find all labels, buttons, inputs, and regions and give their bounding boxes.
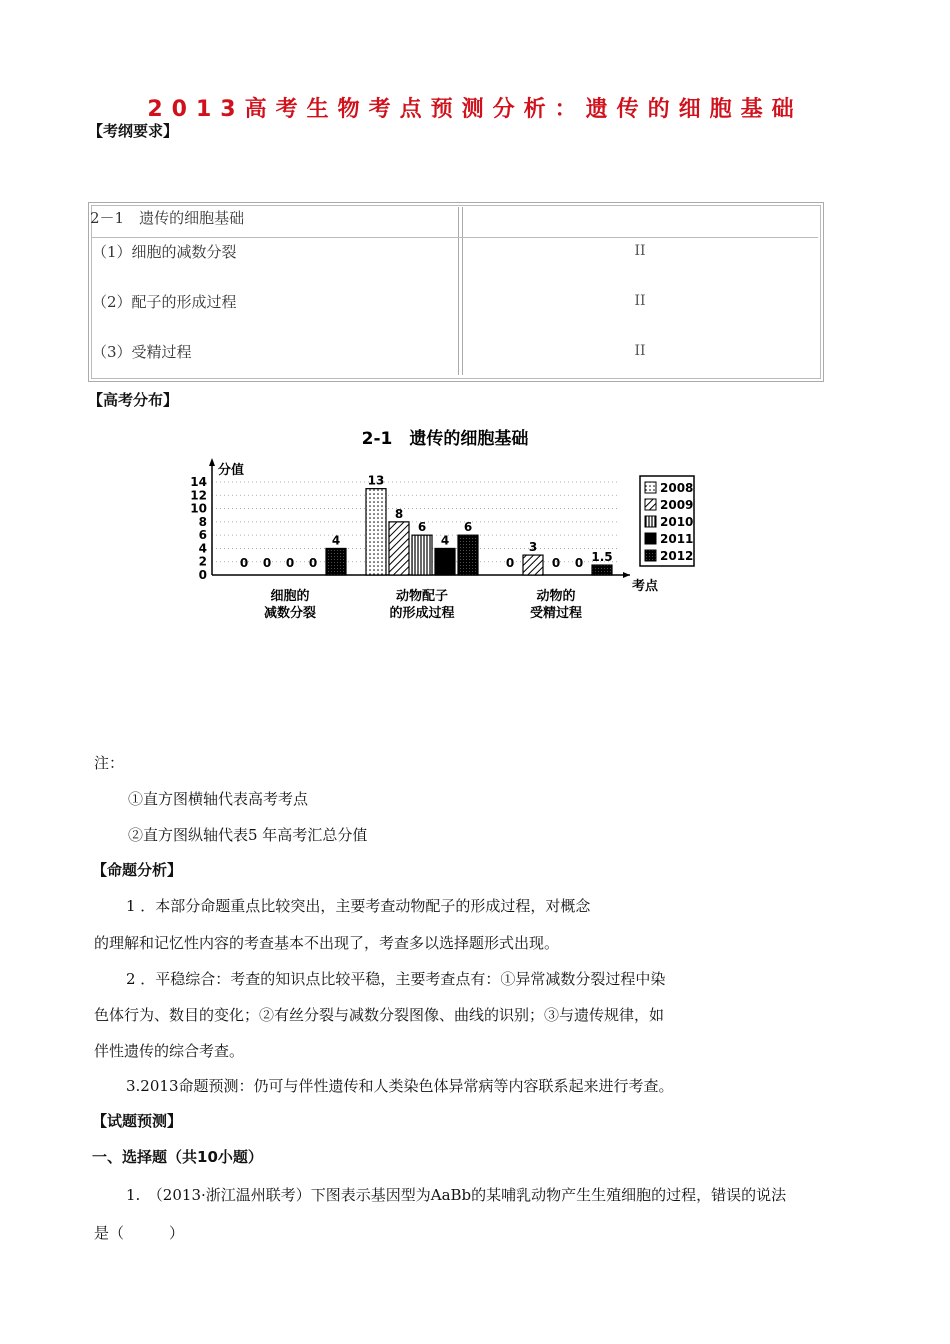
analysis-line: 2 ．平稳综合：考查的知识点比较平稳，主要考查点有：①异常减数分裂过程中染 bbox=[126, 970, 666, 988]
bar-value-label: 0 bbox=[285, 556, 295, 570]
x-axis-label: 考点 bbox=[632, 579, 659, 594]
y-axis-label: 分值 bbox=[218, 463, 245, 478]
table-header-line bbox=[92, 237, 818, 238]
bar bbox=[435, 548, 455, 575]
y-tick-label: 12 bbox=[190, 488, 207, 503]
legend-entry: 2009 bbox=[660, 498, 694, 512]
y-tick-label: 8 bbox=[198, 514, 207, 529]
bar-value-label: 6 bbox=[417, 520, 427, 535]
y-axis-arrow bbox=[209, 458, 215, 466]
y-tick-label: 4 bbox=[198, 541, 207, 556]
bar-value-label: 0 bbox=[505, 556, 515, 570]
legend-swatch bbox=[645, 499, 656, 510]
table-header: 2－1 遗传的细胞基础 bbox=[90, 209, 245, 227]
bar bbox=[326, 548, 346, 575]
table-row-level: II bbox=[634, 243, 646, 259]
table-divider bbox=[458, 207, 463, 375]
analysis-line: 1 ．本部分命题重点比较突出，主要考查动物配子的形成过程，对概念 bbox=[126, 897, 591, 915]
category-label: 动物的 bbox=[536, 589, 576, 604]
section-analysis: 【命题分析】 bbox=[92, 861, 183, 879]
bar bbox=[412, 535, 432, 575]
chart-title: 2-1 遗传的细胞基础 bbox=[361, 429, 529, 449]
bar bbox=[523, 555, 543, 575]
category-label: 减数分裂 bbox=[263, 606, 317, 621]
table-row-level: II bbox=[634, 343, 646, 359]
y-tick-label: 6 bbox=[198, 528, 207, 543]
table-row-item: （2）配子的形成过程 bbox=[92, 293, 237, 311]
question-1-text: 1. （2013·浙江温州联考）下图表示基因型为AaBb的某哺乳动物产生生殖细胞的过程，错误的说法 bbox=[126, 1186, 787, 1204]
legend-swatch bbox=[645, 516, 656, 527]
legend-swatch bbox=[645, 550, 656, 561]
section-distribution: 【高考分布】 bbox=[88, 391, 179, 409]
legend-entry: 2010 bbox=[660, 515, 694, 529]
bar-value-label: 8 bbox=[394, 506, 404, 521]
chart-legend bbox=[640, 476, 694, 566]
bar-value-label: 0 bbox=[239, 556, 249, 570]
legend-swatch bbox=[645, 533, 656, 544]
legend-entry: 2012 bbox=[660, 549, 694, 563]
question-1-text-cont: 是（ ） bbox=[94, 1224, 185, 1242]
section-prediction: 【试题预测】 bbox=[92, 1112, 183, 1130]
category-label: 受精过程 bbox=[529, 606, 583, 621]
bar bbox=[389, 522, 409, 575]
bar bbox=[592, 565, 612, 575]
x-axis-arrow bbox=[623, 572, 630, 578]
bar-value-label: 3 bbox=[528, 540, 538, 555]
bar-value-label: 6 bbox=[463, 520, 473, 535]
category-label: 动物配子 bbox=[395, 589, 449, 604]
score-bar-chart bbox=[180, 420, 710, 625]
notes-label: 注： bbox=[94, 754, 125, 772]
table-row-level: II bbox=[634, 293, 646, 309]
y-tick-label: 2 bbox=[198, 554, 207, 569]
table-row-item: （3）受精过程 bbox=[92, 343, 192, 361]
category-label: 的形成过程 bbox=[389, 606, 455, 621]
legend-entry: 2011 bbox=[660, 532, 694, 546]
table-row-item: （1）细胞的减数分裂 bbox=[92, 243, 237, 261]
chart-bars bbox=[240, 474, 613, 575]
analysis-line: 的理解和记忆性内容的考查基本不出现了，考查多以选择题形式出现。 bbox=[94, 934, 560, 952]
analysis-line: 伴性遗传的综合考查。 bbox=[94, 1042, 245, 1060]
bar bbox=[458, 535, 478, 575]
bar-value-label: 0 bbox=[551, 556, 561, 570]
bar-value-label: 4 bbox=[440, 533, 450, 548]
y-tick-label: 0 bbox=[198, 568, 207, 582]
y-tick-label: 14 bbox=[190, 475, 207, 489]
section-requirements: 【考纲要求】 bbox=[88, 122, 179, 140]
legend-entry: 2008 bbox=[660, 481, 694, 495]
bar-value-label: 13 bbox=[367, 473, 385, 488]
question-heading: 一、选择题（共10小题） bbox=[92, 1148, 263, 1166]
page-title: 2013高考生物考点预测分析：遗传的细胞基础 bbox=[147, 97, 803, 122]
bar-value-label: 0 bbox=[308, 556, 318, 570]
note-item: ②直方图纵轴代表5 年高考汇总分值 bbox=[128, 826, 368, 844]
note-item: ①直方图横轴代表高考考点 bbox=[128, 790, 309, 808]
y-tick-label: 10 bbox=[190, 501, 207, 516]
analysis-line: 色体行为、数目的变化；②有丝分裂与减数分裂图像、曲线的识别；③与遗传规律，如 bbox=[94, 1006, 665, 1024]
category-label: 细胞的 bbox=[270, 589, 310, 604]
y-tick-labels bbox=[190, 475, 207, 582]
bar bbox=[366, 489, 386, 575]
bar-value-label: 0 bbox=[574, 556, 584, 570]
category-labels bbox=[264, 588, 582, 621]
legend-swatch bbox=[645, 482, 656, 493]
bar-value-label: 0 bbox=[262, 556, 272, 570]
bar-value-label: 1.5 bbox=[591, 550, 613, 565]
bar-value-label: 4 bbox=[331, 533, 341, 548]
analysis-line: 3.2013命题预测：仍可与伴性遗传和人类染色体异常病等内容联系起来进行考查。 bbox=[126, 1077, 674, 1095]
